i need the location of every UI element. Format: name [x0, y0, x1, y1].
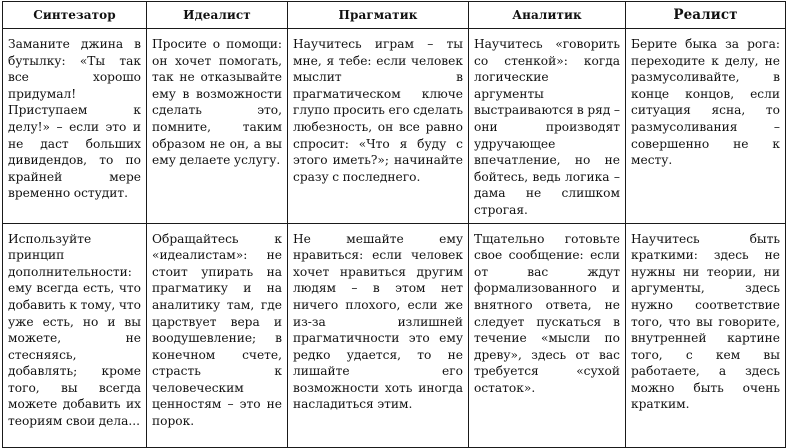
header-analyst: Аналитик [469, 2, 626, 29]
table-header [3, 2, 786, 29]
cell-analyst-advice: Научитесь «говорить со стенкой»: когда логические аргументы выстраиваются в ряд – они производят удручающее впечатление, но не бойтесь, ведь логика – дама не слишком строгая. [469, 29, 626, 224]
header-row [3, 2, 786, 29]
cell-pragmatist-advice: Научитесь играм – ты мне, я тебе: если человек мыслит в прагматическом ключе глупо просить его сделать любезность, он все равно спросит: «Что я буду с этого иметь?»; начинайте сразу с последнего. [288, 29, 469, 224]
cell-pragmatist-advice: Не мешайте ему нравиться: если человек хочет нравиться другим людям – в этом нет ничего плохого, если же из-за излишней прагматичности это ему редко удается, то не лишайте его возможности хоть иногда насладиться этим. [288, 223, 469, 447]
cell-realist-advice: Научитесь быть краткими: здесь не нужны ни теории, ни аргументы, здесь нужно соответствие того, что вы говорите, внутренней картине того, с кем вы работаете, а здесь можно быть очень кратким. [626, 223, 786, 447]
header-pragmatist: Прагматик [288, 2, 469, 29]
cell-realist-advice: Берите быка за рога: переходите к делу, не размусоливайте, в конце концов, если ситуация ясна, то размусоливания – совершенно не к месту. [626, 29, 786, 224]
table-row [3, 223, 786, 447]
personality-types-table [2, 1, 786, 448]
cell-idealist-advice: Просите о помощи: он хочет помогать, так не отказывайте ему в возможности сделать это, помните, таким образом не он, а вы ему делаете услугу. [147, 29, 288, 224]
header-idealist: Идеалист [147, 2, 288, 29]
cell-analyst-advice: Тщательно готовьте свое сообщение: если от вас ждут формализованного и внятного ответа, не следует пускаться в течение «мысли по древу», здесь от вас требуется «сухой остаток». [469, 223, 626, 447]
table-body [3, 29, 786, 448]
cell-synthesizer-advice: Заманите джина в бутылку: «Ты так все хорошо придумал! Приступаем к делу!» – если это и не даст больших дивидендов, то по крайней мере временно остудит. [3, 29, 147, 224]
cell-idealist-advice: Обращайтесь к «идеалистам»: не стоит упирать на прагматику и на аналитику там, где царствует вера и воодушевление; в конечном счете, страсть к человеческим ценностям – это не порок. [147, 223, 288, 447]
header-realist: Реалист [626, 2, 786, 29]
cell-synthesizer-advice: Используйте принцип дополнительности: ему всегда есть, что добавить к тому, что уже есть, но и вы можете, не стесняясь, добавлять; кроме того, вы всегда можете добавить их теориям свои дела... [3, 223, 147, 447]
header-synthesizer: Синтезатор [3, 2, 147, 29]
table-row [3, 29, 786, 224]
